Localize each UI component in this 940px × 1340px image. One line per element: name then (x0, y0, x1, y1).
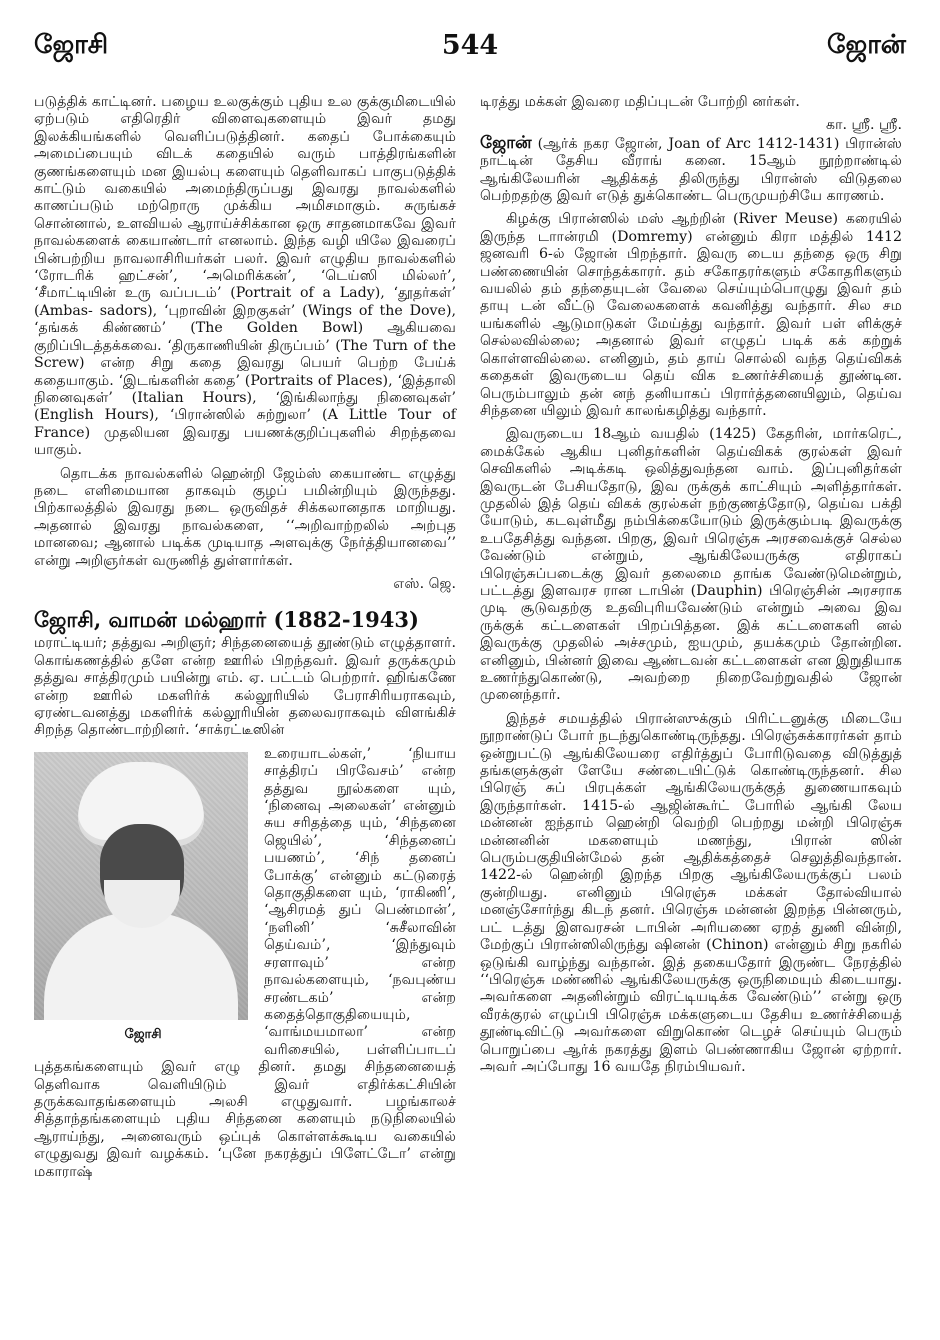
author-signature: எஸ். ஜெ. (393, 575, 456, 592)
left-column (34, 94, 456, 1187)
paragraph-joshi-works: உரையாடல்கள்,’ ‘நியாய சாத்திரப் பிரவேசம்’ என்ற தத்துவ நூல்களை யும், ‘நினைவு அலைகள்’ என்னும் சுய சரிதத்தை யும், ‘சிந்தனை ஜெயில்’, ‘சிந்தனைப் பயணம்’, ‘சிந் தனைப் போக்கு’ என்னும் கட்டுரைத் தொகுதிகளை யும், ‘ராகிணி’, ‘ஆசிரமத் துப் பெண்மான்’, ‘நளினி’ ‘சுசீலாவின் தெய்வம்’, ‘இந்துவும் சரளாவும்’ என்ற நாவல்களையும், ‘நவபுண்ய சரண்டகம்’ என்ற கதைத்தொகுதியையும், ‘வாங்மயமாலா’ என்ற வரிசையில், பள்ளிப்பாடப் புத்தகங்களையும் இவர் எழு தினர். தமது சிந்தனையைத் தெளிவாக வெளியிடும் இவர் எதிர்க்கட்சியின் தருக்கவாதங்களையும் அலசி எழுதுவார். பழங்காலச் சித்தாந்தங்களையும் புதிய சிந்தனை களையும் நடுநிலையில் ஆராய்ந்து, அனைவரும் ஒப்புக் கொள்ளக்கூடிய வகையில் எழுதுவது இவர் வழக்கம். ‘புனே நகரத்துப் பிளேட்டோ’ என்று மகாராஷ் (34, 745, 456, 1180)
entry-name: ஜோசி, வாமன் மல்ஹார் (34, 607, 267, 633)
paragraph-joan-voices: இவருடைய 18ஆம் வயதில் (1425) கேதரின், மார்கரெட், மைக்கேல் ஆகிய புனிதர்களின் தெய்விகக் குரல்கள் இவர் செவிகளில் அடிக்கடி ஒலித்துவந்தன வாம். இப்புனிதர்கள் இவருடன் பேசியதோடு, இவ ருக்குக் காட்சியும் அளித்தார்கள். முதலில் இத் தெய் விகக் குரல்கள் நற்குணத்தோடு, தெய்வ பக்தி யோடும், கடவுள்மீது நம்பிக்கையோடும் இருக்கும்படி இவருக்கு உபதேசித்து வந்தன. பிறகு, இவர் பிரெஞ்சு அரசவைக்குச் செல்ல வேண்டும் என்றும், ஆங்கிலேயருக்கு எதிராகப் பிரெஞ்சுப்படைக்கு இவர் தலைமை தாங்க வேண்டுமென்றும், பட்டத்து இளவரச ரான டாபின் (Dauphin) பிரெஞ்சின் அரசராக முடி சூடுவதற்கு உதவிபுரியவேண்டும் என்றும் அவை இவ ருக்குக் கட்டளைகள் பிறப்பித்தன. இக் கட்டளைகளி னல் இவருக்கு முதலில் அச்சமும், ஐயமும், தயக்கமும் தோன்றின. எனினும், பின்னர் இவை ஆண்டவன் கட்டளைகள் என இறுதியாக உணர்ந்துகொண்டு, அவற்றை நிறைவேற்றுவதில் ஜோன் முனைந்தார். (480, 426, 902, 704)
page-header (34, 30, 906, 70)
entry-joan-summary: (ஆர்க் நகர ஜோன், Joan of Arc 1412-1431) பிரான்ஸ் நாட்டின் தேசிய வீராங் கனை. 15ஆம் நூற்றாண்டில் ஆங்கிலேயரின் ஆதிக்கத் திலிருந்து பிரான்ஸ் விடுதலை பெற்றதற்கு இவர் எடுத் துக்கொண்ட பெருமுயற்சியே காரணம். (480, 135, 902, 205)
entry-name-joan: ஜோன் (480, 132, 532, 153)
entry-joan-intro (480, 132, 902, 206)
portrait-figure (34, 752, 252, 1043)
header-left-keyword: ஜோசி (34, 30, 109, 60)
entry-heading-joshi (34, 607, 456, 633)
author-signature: கா. ஸ்ரீ. ஸ்ரீ. (826, 117, 902, 134)
page-number: 544 (441, 30, 499, 61)
paragraph-joan-war: இந்தச் சமயத்தில் பிரான்ஸுக்கும் பிரிட்டனுக்கு மிடையே நூறாண்டுப் போர் நடந்துகொண்டிருந்தது. பிரெஞ்சுக்காரர்கள் தாம் ஒன்றுபட்டு ஆங்கிலேயரை எதிர்த்துப் போரிடுவதை விடுத்துத் தங்களுக்குள் ளேயே சண்டையிட்டுக் கொண்டிருந்தனர். சில பிரெஞ் சுப் பிரபுக்கள் ஆங்கிலேயருக்குத் துணையாகவும் இருந்தார்கள். 1415-ல் ஆஜின்கூர்ட் போரில் ஆங்கி லேய மன்னன் ஐந்தாம் ஹென்றி வெற்றி பெற்றது மன்றி பிரெஞ்சு மன்னனின் மகளையும் மணந்து, பிரான் ஸின் பெரும்பகுதியின்மேல் தன் ஆதிக்கத்தைச் செலுத்திவந்தான். 1422-ல் ஹென்றி இறந்த பிறகு ஆங்கிலேயருக்குப் பலம் குன்றியது. எனினும் பிரெஞ்சு மக்கள் தோல்வியால் மனஞ்சோர்ந்து கிடந் தனர். பிரெஞ்சு மன்னன் இறந்த பின்னரும், பட் டத்து இளவரசன் டாபின் அரியணை ஏறத் துணி வின்றி, மேற்குப் பிரான்ஸிலிருந்து ஷினன் (Chinon) என்னும் சிறு நகரில் ஒடுங்கி வாழ்ந்து வந்தான். இத் தகையதோர் இருண்ட நேரத்தில் ‘‘பிரெஞ்சு மண்ணில் ஆங்கிலேயருக்கு ஒருநிமையும் கிடையாது. அவர்களை அதனின்றும் விரட்டியடிக்க வேண்டும்’’ என்று ஒரு வீரக்குரல் எழுப்பி பிரெஞ்சு மக்களுடைய தேசிய உணர்ச்சியைத் தூண்டிவிட்டு அவர்களை விறுகொண் டெழச் செய்யும் பெரும் பொறுப்பை ஆர்க் நகரத்து இளம் பெண்ணாகிய ஜோன் ஏற்றார். அவர் அப்போது 16 வயதே நிரம்பியவர். (480, 710, 902, 1075)
right-column (480, 94, 902, 1082)
paragraph-joan-childhood: கிழக்கு பிரான்ஸில் மஸ் ஆற்றின் (River Meuse) கரையில் இருந்த டாான்ரமி (Domremy) என்னும் கிரா மத்தில் 1412 ஜனவரி 6-ல் ஜோன் பிறந்தார். இவரு டைய தந்தை ஒரு சிறு பண்ணையின் சொந்தக்காரர். தம் சகோதரர்களும் சகோதரிகளும் வயலில் தம் தந்தையுடன் வேலை செய்யும்பொழுது இவர் தம் தாயு டன் வீட்டு வேலைகளைக் கவனித்து வந்தார். சில சம யங்களில் ஆடுமாடுகள் மேய்த்து வந்தார். இவர் பள் ளிக்குச் செல்லவில்லை; அதனால் இவர் எழுதப் படிக் கக் கற்றுக் கொள்ளவில்லை. எனினும், தம் தாய் சொல்லி வந்த தெய்விகக் கதைகள் இவருடைய தெய் விக உணர்ச்சியைத் தூண்டின. பெரும்பாலும் தன் னந் தனியாகப் பிரார்த்தனையிலும், தெய்வ சிந்தனை யிலும் இவர் காலங்கழித்து வந்தார். (480, 211, 902, 419)
portrait-caption: ஜோசி (124, 1026, 162, 1042)
portrait-photo (34, 752, 248, 1020)
entry-years: (1882-1943) (273, 607, 419, 633)
paragraph-joshi-bio: மராட்டியர்; தத்துவ அறிஞர்; சிந்தனையைத் தூண்டும் எழுத்தாளர். கொங்கணத்தில் தளே என்ற ஊரில் பிறந்தவர். இவர் தருக்கமும் தத்துவ சாத்திரமும் பயின்று எம். ஏ. பட்டம் பெற்றார். ஹிங்கணே என்ற ஊரில் மகளிர்க் கல்லூரியில் பேராசிரியராகவும், ஏரண்டவனத்து மகளிர்க் கல்லூரியின் தலைவராகவும் விளங்கிச் சிறந்த தொண்டாற்றினர். ‘சாக்ரட்டீஸின் (34, 635, 456, 739)
paragraph-james-style: தொடக்க நாவல்களில் ஹென்றி ஜேம்ஸ் கையாண்ட எழுத்து நடை எளிமையான தாகவும் குழப் பமின்றியும் இருந்தது. பிற்காலத்தில் இவரது நடை ஒருவிதச் சிக்கலானதாக மாறியது. அதனால் இவரது நாவல்களை, ‘‘அறிவாற்றலில் அற்புத மானவை; ஆனால் படிக்க முடியாத அளவுக்கு நேர்த்தியானவை’’ என்று அறிஞர்கள் வருணித் துள்ளார்கள். (34, 465, 456, 569)
paragraph-joshi-end: டிரத்து மக்கள் இவரை மதிப்புடன் போற்றி னர்கள். (480, 94, 800, 110)
header-right-keyword: ஜோன் (827, 30, 906, 60)
paragraph-james-continued: படுத்திக் காட்டினர். பழைய உலகுக்கும் புதிய உல குக்குமிடையில் ஏற்படும் எதிரெதிர் விளைவுகளையும் இவர் தமது இலக்கியங்களில் வெளிப்படுத்தினர். கதைப் போக்கையும் அமைப்பையும் விடக் கதையில் வரும் பாத்திரங்களின் குணங்களையும் மன இயல்பு களையும் தெளிவாகப் பாகுபடுத்திக் காட்டும் வகையில் அமைந்திருப்பது இவரது நாவல்களில் காணப்படும் மற்றொரு முக்கிய அமிசமாகும். சுருங்கச் சொன்னால், உளவியல் ஆராய்ச்சிக்கான ஒரு சாதனமாகவே இவர் நாவல்களைக் கையாண்டார் எனலாம். இந்த வழி யிலே இவரைப் பின்பற்றிய நாவலாசிரியர்கள் பலர். இவர் எழுதிய நாவல்களில் ‘ரோடரிக் ஹட்சன்’, ‘அமெரிக்கன்’, ‘டெய்ஸி மில்லர்’, ‘சீமாட்டியின் உரு வப்படம்’ (Portrait of a Lady), ‘தூதர்கள்’ (Ambas- sadors), ‘புறாவின் இறகுகள்’ (Wings of the Dove), ‘தங்கக் கிண்ணம்’ (The Golden Bowl) ஆகியவை குறிப்பிடத்தக்கவை. ‘திருகாணியின் திருப்பம்’ (The Turn of the Screw) என்ற சிறு கதை இவரது பெயர் பெற்ற பேய்க் கதையாகும். ‘இடங்களின் கதை’ (Portraits of Places), ‘இத்தாலி நினைவுகள்’ (Italian Hours), ‘இங்கிலாந்து நினைவுகள்’ (English Hours), ‘பிரான்ஸில் சுற்றுலா’ (A Little Tour of France) முதலியன இவரது பயணக்குறிப்புகளில் சிறந்தவை யாகும். (34, 94, 456, 459)
